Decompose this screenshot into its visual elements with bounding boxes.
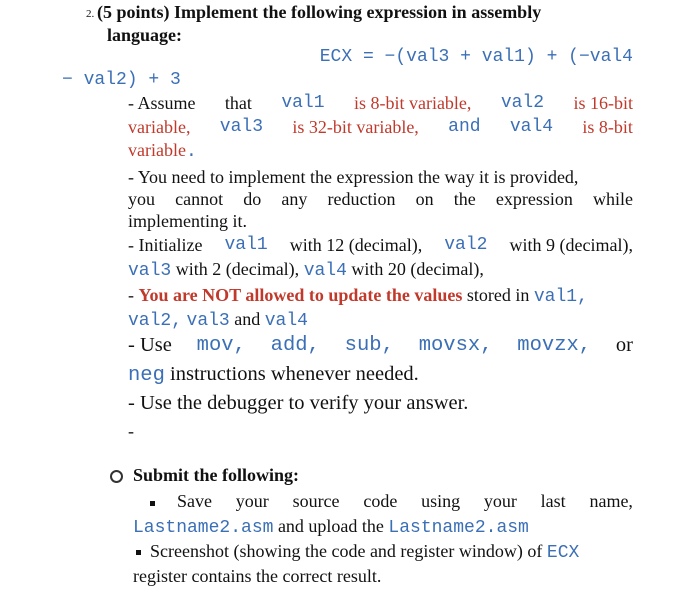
- instruction-mov: mov,: [196, 334, 246, 357]
- submit-item1-word: last: [540, 491, 566, 511]
- instructions-line1: [128, 334, 633, 357]
- not-allowed-warning: You are NOT allowed to update the values: [138, 285, 463, 305]
- assume-val3-size: is 32-bit variable,: [292, 117, 419, 137]
- submit-title: Submit the following:: [133, 465, 300, 485]
- reduction-line1: [128, 167, 633, 188]
- assume-line2: [128, 117, 633, 138]
- hollow-bullet-icon: [110, 470, 123, 483]
- instruction-movsx: movsx,: [418, 334, 493, 357]
- expression-line1: ECX = −(val3 + val1) + (−val4: [319, 47, 633, 67]
- submit-item1-word: your: [483, 491, 517, 511]
- instructions-line2: [128, 363, 419, 387]
- reduction-line3: implementing it.: [128, 211, 247, 231]
- not-allowed-val2: val2,: [128, 311, 183, 331]
- submit-item1-line1: [177, 491, 633, 512]
- submit-item2-line1: [150, 541, 579, 563]
- assume-line3: [128, 140, 197, 162]
- square-bullet-icon: [136, 550, 141, 555]
- reduction-line2: you cannot do any reduction on the expression while: [128, 189, 633, 209]
- submit-item2-text: Screenshot (showing the code and register window) of: [150, 541, 543, 561]
- initialize-val1: val1: [224, 235, 268, 255]
- submit-item1-word: using: [421, 491, 461, 511]
- assume-val2: val2: [500, 93, 545, 113]
- initialize-line2: [128, 259, 484, 281]
- initialize-val3-value: with 2 (decimal),: [175, 259, 300, 279]
- expression-line2: − val2) + 3: [62, 70, 181, 90]
- submit-item1-line2: [133, 516, 529, 538]
- initialize-val2: val2: [444, 235, 488, 255]
- not-allowed-line1: [128, 285, 588, 307]
- assume-val3: val3: [219, 117, 264, 137]
- instructions-rest: instructions whenever needed.: [170, 363, 419, 385]
- initialize-line1: [128, 235, 633, 256]
- not-allowed-val4: val4: [264, 311, 308, 331]
- assume-variable: variable,: [128, 117, 191, 137]
- assume-val4: val4: [509, 117, 554, 137]
- assume-dot: .: [185, 142, 197, 162]
- assume-line1: [128, 93, 633, 114]
- instruction-movzx: movzx,: [517, 334, 592, 357]
- submit-item1-word: Save: [177, 491, 212, 511]
- instructions-or: or: [615, 334, 633, 356]
- assume-dash: - Assume: [128, 93, 196, 113]
- assume-that: that: [224, 93, 252, 113]
- assume-val1: val1: [281, 93, 325, 113]
- question-points: (5 points): [97, 2, 170, 22]
- empty-dash: -: [128, 421, 134, 441]
- assume-val2-size: is 16-bit: [573, 93, 633, 113]
- initialize-label: - Initialize: [128, 235, 203, 255]
- question-title-text: Implement the following expression in assembly: [174, 2, 542, 22]
- initialize-val3: val3: [128, 261, 172, 281]
- initialize-val1-value: with 12 (decimal),: [289, 235, 423, 255]
- instruction-add: add,: [270, 334, 320, 357]
- initialize-val4: val4: [303, 261, 347, 281]
- assume-and: and: [448, 117, 481, 137]
- initialize-val4-value: with 20 (decimal),: [351, 259, 484, 279]
- instruction-neg: neg: [128, 364, 165, 387]
- question-title-line1: [97, 2, 541, 23]
- assume-val1-size: is 8-bit variable,: [353, 93, 472, 113]
- submit-upload-filename: Lastname2.asm: [388, 518, 529, 538]
- submit-filename: Lastname2.asm: [133, 518, 274, 538]
- not-allowed-dash: -: [128, 285, 134, 305]
- question-number: 2.: [86, 8, 95, 20]
- submit-item2-register: ECX: [546, 543, 580, 563]
- not-allowed-and: and: [234, 309, 261, 329]
- debugger-line: - Use the debugger to verify your answer.: [128, 392, 469, 414]
- initialize-val2-value: with 9 (decimal),: [509, 235, 633, 255]
- question-title-line2: language:: [107, 25, 183, 45]
- submit-item1-word: code: [363, 491, 398, 511]
- reduction-text1: - You need to implement the expression the way it is provided,: [128, 167, 579, 187]
- submit-item1-word: name,: [589, 491, 633, 511]
- not-allowed-stored-in: stored in: [466, 285, 530, 305]
- assume-val4-size: is 8-bit: [582, 117, 633, 137]
- not-allowed-line2: [128, 309, 308, 331]
- instruction-sub: sub,: [344, 334, 394, 357]
- not-allowed-val3: val3: [186, 311, 230, 331]
- assume-variable-end: variable: [128, 140, 186, 160]
- instructions-use: - Use: [128, 334, 172, 356]
- submit-item2-line2: register contains the correct result.: [133, 566, 382, 586]
- not-allowed-val1: val1,: [533, 287, 588, 307]
- square-bullet-icon: [150, 501, 155, 506]
- submit-item1-word: your: [235, 491, 269, 511]
- submit-item1-word: source: [292, 491, 340, 511]
- submit-upload-text: and upload the: [277, 516, 384, 536]
